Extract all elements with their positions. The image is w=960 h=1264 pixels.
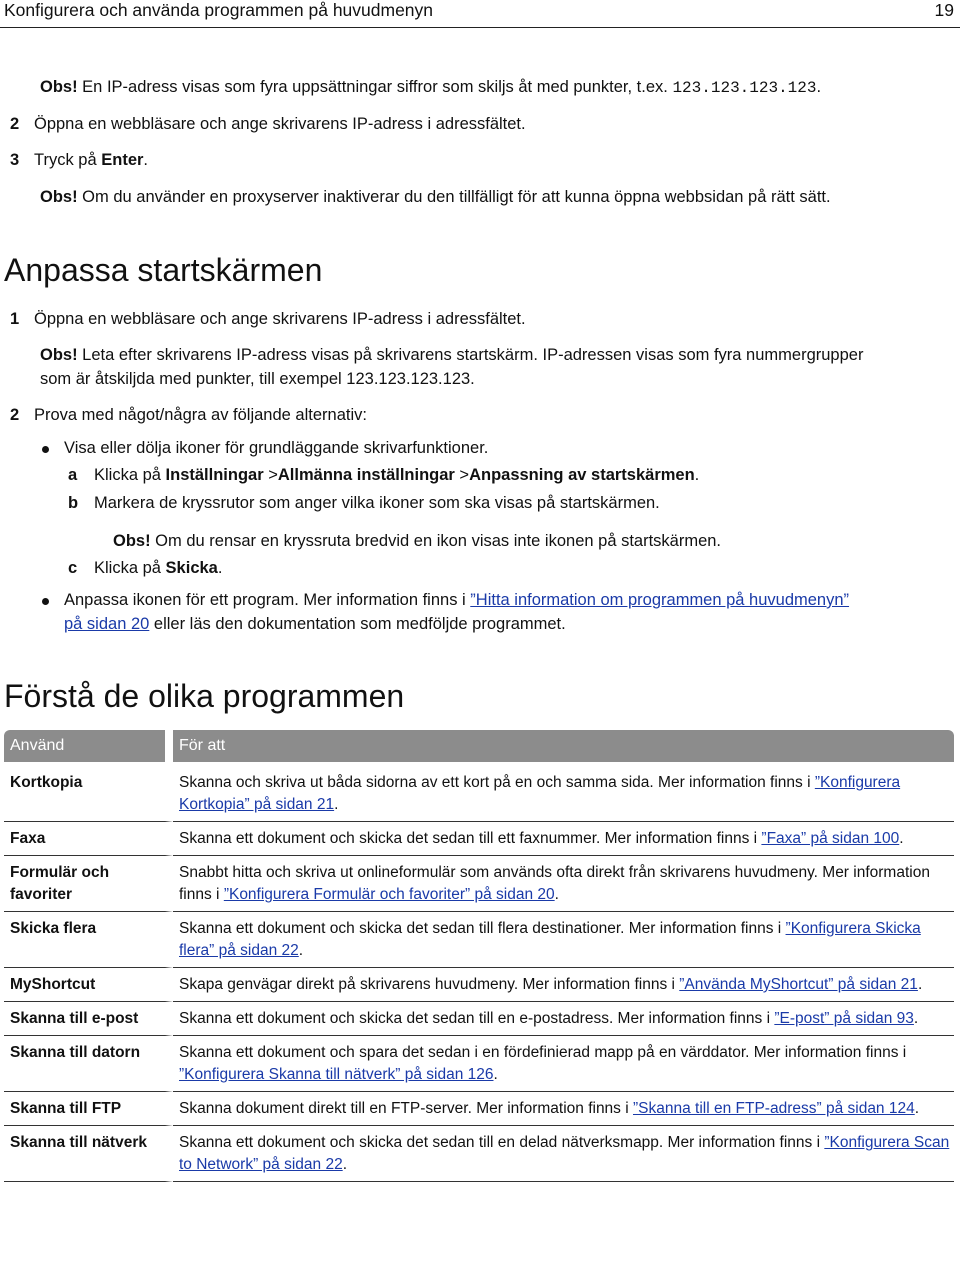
cross-reference-link[interactable]: ”Konfigurera Formulär och favoriter” på sidan 20 bbox=[223, 886, 555, 903]
link-find-info[interactable]: ”Hitta information om programmen på huvudmenyn” bbox=[470, 591, 850, 609]
substep-text: Markera de kryssrutor som anger vilka ikoner som ska visas på startskärmen. bbox=[94, 494, 660, 512]
substep-text: Klicka på Inställningar >Allmänna inställningar >Anpassning av startskärmen. bbox=[94, 466, 700, 484]
program-name: Kortkopia bbox=[4, 762, 173, 822]
step-number: 1 bbox=[10, 310, 20, 328]
table-row bbox=[4, 1092, 954, 1126]
program-name: Skanna till nätverk bbox=[4, 1126, 173, 1182]
page-number: 19 bbox=[934, 0, 954, 20]
section-heading: Anpassa startskärmen bbox=[4, 252, 323, 288]
table-row bbox=[4, 856, 954, 912]
bullet-item: Anpassa ikonen för ett program. Mer information finns i ”Hitta information om programmen på huvudmenyn” bbox=[64, 591, 850, 609]
program-description: Skanna ett dokument och skicka det sedan till en e-postadress. Mer information finns i ”E-post” på sidan 93. bbox=[173, 1002, 954, 1036]
column-header: Använd bbox=[4, 730, 173, 762]
table-header-row bbox=[4, 730, 954, 762]
note-proxy: Obs! Om du använder en proxyserver inaktiverar du den tillfälligt för att kunna öppna webbsidan på rätt sätt. bbox=[40, 188, 831, 206]
table-row bbox=[4, 762, 954, 822]
note-checkbox: Obs! Om du rensar en kryssruta bredvid en ikon visas inte ikonen på startskärmen. bbox=[113, 532, 722, 550]
bullet-icon bbox=[42, 598, 49, 605]
step-number: 3 bbox=[10, 151, 20, 169]
cross-reference-link[interactable]: ”Konfigurera Skanna till nätverk” på sidan 126 bbox=[179, 1066, 494, 1083]
program-name: MyShortcut bbox=[4, 968, 173, 1002]
table-row bbox=[4, 912, 954, 968]
section-heading: Förstå de olika programmen bbox=[4, 678, 405, 714]
program-name: Skanna till e-post bbox=[4, 1002, 173, 1036]
link-page-20[interactable]: på sidan 20 bbox=[64, 615, 150, 633]
table-row bbox=[4, 822, 954, 856]
column-header: För att bbox=[173, 730, 954, 762]
bullet-item: Visa eller dölja ikoner för grundläggande skrivarfunktioner. bbox=[64, 439, 489, 457]
program-description: Snabbt hitta och skriva ut onlineformulär som används ofta direkt från skrivarens huvudmeny. Mer information finns i ”Konfigurera Formulär och favoriter” på sidan 20. bbox=[173, 856, 954, 912]
program-name: Skanna till datorn bbox=[4, 1036, 173, 1092]
header-title: Konfigurera och använda programmen på huvudmenyn bbox=[4, 0, 434, 20]
step-text: Tryck på Enter. bbox=[34, 151, 149, 169]
step-text: Öppna en webbläsare och ange skrivarens IP-adress i adressfältet. bbox=[34, 310, 526, 328]
note-ip-format: Obs! En IP-adress visas som fyra uppsättningar siffror som skiljs åt med punkter, t.ex. 123.123.123.123. bbox=[40, 78, 822, 97]
cross-reference-link[interactable]: ”Konfigurera Kortkopia” på sidan 21 bbox=[179, 774, 901, 813]
cross-reference-link[interactable]: ”Konfigurera Scan to Network” på sidan 22 bbox=[179, 1134, 950, 1173]
program-description: Skapa genvägar direkt på skrivarens huvudmeny. Mer information finns i ”Använda MyShortcut” på sidan 21. bbox=[173, 968, 954, 1002]
substep-text: Klicka på Skicka. bbox=[94, 559, 223, 577]
bullet-icon bbox=[42, 446, 49, 453]
program-description: Skanna ett dokument och skicka det sedan till ett faxnummer. Mer information finns i ”Faxa” på sidan 100. bbox=[173, 822, 954, 856]
program-description: Skanna dokument direkt till en FTP-server. Mer information finns i ”Skanna till en FTP-adress” på sidan 124. bbox=[173, 1092, 954, 1126]
cross-reference-link[interactable]: ”Skanna till en FTP-adress” på sidan 124 bbox=[633, 1100, 915, 1117]
program-description: Skanna ett dokument och skicka det sedan till en delad nätverksmapp. Mer information finns i ”Konfigurera Scan to Network” på sidan 22. bbox=[173, 1126, 954, 1182]
step-number: 2 bbox=[10, 115, 20, 133]
program-description: Skanna ett dokument och spara det sedan i en fördefinierad mapp på en värddator. Mer information finns i ”Konfigurera Skanna till nätverk” på sidan 126. bbox=[173, 1036, 954, 1092]
step-number: 2 bbox=[10, 406, 20, 424]
program-name: Skanna till FTP bbox=[4, 1092, 173, 1126]
table-row bbox=[4, 1036, 954, 1092]
cross-reference-link[interactable]: ”Konfigurera Skicka flera” på sidan 22 bbox=[179, 920, 921, 959]
table-row bbox=[4, 968, 954, 1002]
note-ip-location: Obs! Leta efter skrivarens IP-adress visas på skrivarens startskärm. IP-adressen visas som fyra nummergrupper bbox=[40, 346, 864, 364]
bullet-item-cont: på sidan 20 eller läs den dokumentation som medföljde programmet. bbox=[64, 615, 566, 633]
step-text: Prova med något/några av följande alternativ: bbox=[34, 406, 367, 424]
substep-letter: b bbox=[68, 494, 79, 512]
cross-reference-link[interactable]: ”Faxa” på sidan 100 bbox=[761, 830, 900, 847]
table-row bbox=[4, 1002, 954, 1036]
cross-reference-link[interactable]: ”Använda MyShortcut” på sidan 21 bbox=[679, 976, 918, 993]
step-text: Öppna en webbläsare och ange skrivarens IP-adress i adressfältet. bbox=[34, 115, 526, 133]
note-ip-location-cont: som är åtskiljda med punkter, till exempel 123.123.123.123. bbox=[40, 370, 475, 388]
programs-table bbox=[4, 730, 954, 1182]
substep-letter: a bbox=[68, 466, 78, 484]
program-description: Skanna ett dokument och skicka det sedan till flera destinationer. Mer information finns i ”Konfigurera Skicka flera” på sidan 22. bbox=[173, 912, 954, 968]
program-name: Skicka flera bbox=[4, 912, 173, 968]
substep-letter: c bbox=[68, 559, 78, 577]
table-row bbox=[4, 1126, 954, 1182]
program-name: Formulär och favoriter bbox=[4, 856, 173, 912]
cross-reference-link[interactable]: ”E-post” på sidan 93 bbox=[774, 1010, 914, 1027]
program-name: Faxa bbox=[4, 822, 173, 856]
program-description: Skanna och skriva ut båda sidorna av ett kort på en och samma sida. Mer information finns i ”Konfigurera Kortkopia” på sidan 21. bbox=[173, 762, 954, 822]
page-header bbox=[0, 0, 960, 28]
